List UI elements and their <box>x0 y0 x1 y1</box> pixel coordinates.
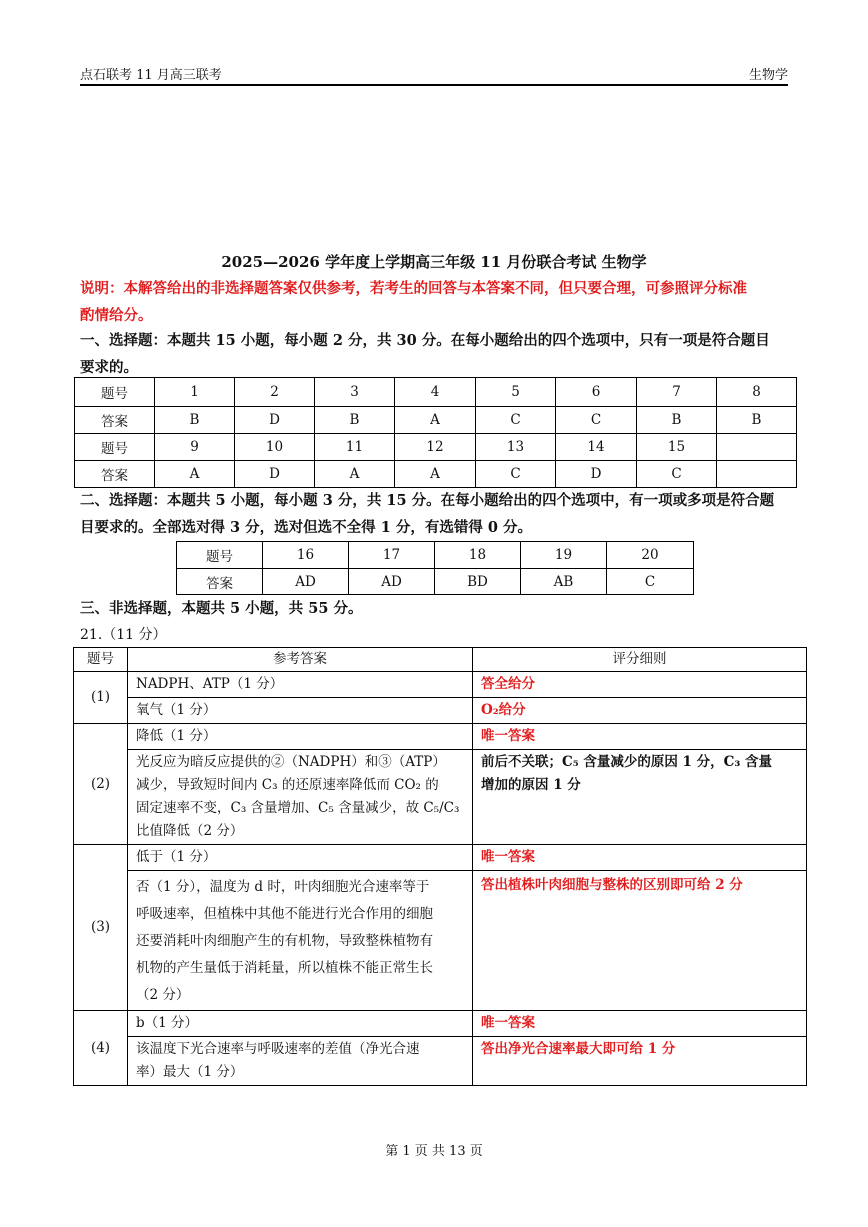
table-row <box>74 845 807 871</box>
table-cell: AB <box>521 569 607 595</box>
table-cell: 7 <box>637 378 717 407</box>
table-cell: AD <box>263 569 349 595</box>
table-cell: 19 <box>521 542 607 569</box>
table-row <box>74 672 807 698</box>
section-2-heading <box>80 487 792 541</box>
table-cell: D <box>556 461 637 488</box>
answer-line: 机物的产生量低于消耗量，所以植株不能正常生长 <box>136 960 433 976</box>
table-cell: 20 <box>607 542 694 569</box>
table-cell: 答案 <box>75 407 155 434</box>
table-cell: C <box>637 461 717 488</box>
table-cell: C <box>556 407 637 434</box>
answer-cell: 氧气（1 分） <box>128 698 473 724</box>
table-cell: A <box>155 461 235 488</box>
table-cell: 1 <box>155 378 235 407</box>
table-row <box>74 871 807 1011</box>
table-cell: D <box>235 407 315 434</box>
table-row <box>74 698 807 724</box>
table-cell: 题号 <box>75 434 155 461</box>
answer-cell <box>128 1037 473 1086</box>
table-cell <box>717 434 797 461</box>
answer-line: 减少，导致短时间内 C₃ 的还原速率降低而 CO₂ 的 <box>136 777 439 793</box>
section-1-line-1: 一、选择题：本题共 15 小题，每小题 2 分，共 30 分。在每小题给出的四个选项中，只有一项是符合题目 <box>80 332 770 349</box>
page-footer: 第 1 页 共 13 页 <box>385 1144 483 1159</box>
table-cell: C <box>476 461 556 488</box>
rubric-cell: 唯一答案 <box>473 724 807 750</box>
rubric-cell <box>473 750 807 845</box>
answer-cell: 降低（1 分） <box>128 724 473 750</box>
mc-answer-table-2 <box>176 541 694 595</box>
rubric-cell: 唯一答案 <box>473 1011 807 1037</box>
q21-rubric-table <box>73 647 807 1086</box>
table-cell: 6 <box>556 378 637 407</box>
section-2-line-1: 二、选择题：本题共 5 小题，每小题 3 分，共 15 分。在每小题给出的四个选项中，有一项或多项是符合题 <box>80 492 775 509</box>
table-cell: 17 <box>349 542 435 569</box>
table-cell: B <box>315 407 395 434</box>
table-cell: BD <box>435 569 521 595</box>
table-cell: A <box>315 461 395 488</box>
rubric-cell: 唯一答案 <box>473 845 807 871</box>
rubric-line: 增加的原因 1 分 <box>481 777 581 793</box>
table-cell: C <box>607 569 694 595</box>
table-cell: 题号 <box>177 542 263 569</box>
answer-cell: b（1 分） <box>128 1011 473 1037</box>
table-cell: A <box>395 407 476 434</box>
table-cell: 10 <box>235 434 315 461</box>
table-cell: C <box>476 407 556 434</box>
section-1-heading <box>80 327 792 381</box>
table-cell: 5 <box>476 378 556 407</box>
table-cell: 8 <box>717 378 797 407</box>
rubric-cell: 答出植株叶肉细胞与整株的区别即可给 2 分 <box>473 871 807 1011</box>
section-3-heading: 三、非选择题，本题共 5 小题，共 55 分。 <box>80 600 363 617</box>
table-row <box>177 542 694 569</box>
table-row <box>75 378 797 407</box>
table-cell: 3 <box>315 378 395 407</box>
table-cell: 13 <box>476 434 556 461</box>
table-cell: 16 <box>263 542 349 569</box>
page-title: 2025—2026 学年度上学期高三年级 11 月份联合考试 生物学 <box>221 253 647 271</box>
answer-line: （2 分） <box>136 987 190 1003</box>
table-cell: 11 <box>315 434 395 461</box>
note-line-1: 说明：本解答给出的非选择题答案仅供参考，若考生的回答与本答案不同，但只要合理，可参照评分标准 <box>80 280 747 297</box>
table-header-row <box>74 648 807 672</box>
answer-line: 光反应为暗反应提供的②（NADPH）和③（ATP） <box>136 754 446 770</box>
table-row <box>74 750 807 845</box>
section-2-line-2: 目要求的。全部选对得 3 分，选对但选不全得 1 分，有选错得 0 分。 <box>80 519 533 536</box>
answer-line: 还要消耗叶肉细胞产生的有机物，导致整株植物有 <box>136 933 433 949</box>
part-label: (2) <box>74 724 128 845</box>
part-label: (1) <box>74 672 128 724</box>
table-cell: 4 <box>395 378 476 407</box>
col-header-answer: 参考答案 <box>128 648 473 672</box>
answer-cell: 低于（1 分） <box>128 845 473 871</box>
table-row <box>74 724 807 750</box>
table-cell: 18 <box>435 542 521 569</box>
answer-line: 该温度下光合速率与呼吸速率的差值（净光合速 <box>136 1041 420 1057</box>
header-right: 生物学 <box>748 68 788 83</box>
part-label: (3) <box>74 845 128 1011</box>
table-cell: 14 <box>556 434 637 461</box>
answer-line: 否（1 分），温度为 d 时，叶肉细胞光合速率等于 <box>136 879 430 895</box>
table-cell: D <box>235 461 315 488</box>
table-row <box>75 407 797 434</box>
rubric-cell: O₂给分 <box>473 698 807 724</box>
header-divider <box>80 84 788 86</box>
answer-line: 固定速率不变，C₃ 含量增加、C₅ 含量减少，故 C₅/C₃ <box>136 800 460 816</box>
note-line-2: 酌情给分。 <box>80 307 153 324</box>
section-1-line-2: 要求的。 <box>80 359 138 376</box>
table-cell: 题号 <box>75 378 155 407</box>
table-row <box>74 1011 807 1037</box>
answer-line: 比值降低（2 分） <box>136 823 244 839</box>
header-left: 点石联考 11 月高三联考 <box>80 68 222 83</box>
table-cell: 答案 <box>177 569 263 595</box>
answer-cell <box>128 871 473 1011</box>
rubric-cell: 答出净光合速率最大即可给 1 分 <box>473 1037 807 1086</box>
table-cell: B <box>637 407 717 434</box>
answer-line: 呼吸速率，但植株中其他不能进行光合作用的细胞 <box>136 906 433 922</box>
q21-heading: 21.（11 分） <box>80 627 167 643</box>
table-row <box>75 434 797 461</box>
col-header-rubric: 评分细则 <box>473 648 807 672</box>
table-cell: B <box>155 407 235 434</box>
table-row <box>177 569 694 595</box>
rubric-line: 前后不关联；C₅ 含量减少的原因 1 分，C₃ 含量 <box>481 754 773 770</box>
table-cell: 答案 <box>75 461 155 488</box>
table-cell: 12 <box>395 434 476 461</box>
table-row <box>75 461 797 488</box>
mc-answer-table-1 <box>74 377 797 488</box>
note <box>80 275 792 329</box>
part-label: (4) <box>74 1011 128 1086</box>
table-cell: B <box>717 407 797 434</box>
table-cell <box>717 461 797 488</box>
table-cell: A <box>395 461 476 488</box>
answer-cell <box>128 750 473 845</box>
table-cell: 2 <box>235 378 315 407</box>
table-cell: 15 <box>637 434 717 461</box>
table-row <box>74 1037 807 1086</box>
answer-cell: NADPH、ATP（1 分） <box>128 672 473 698</box>
rubric-cell: 答全给分 <box>473 672 807 698</box>
answer-line: 率）最大（1 分） <box>136 1064 244 1080</box>
table-cell: 9 <box>155 434 235 461</box>
table-cell: AD <box>349 569 435 595</box>
col-header-num: 题号 <box>74 648 128 672</box>
